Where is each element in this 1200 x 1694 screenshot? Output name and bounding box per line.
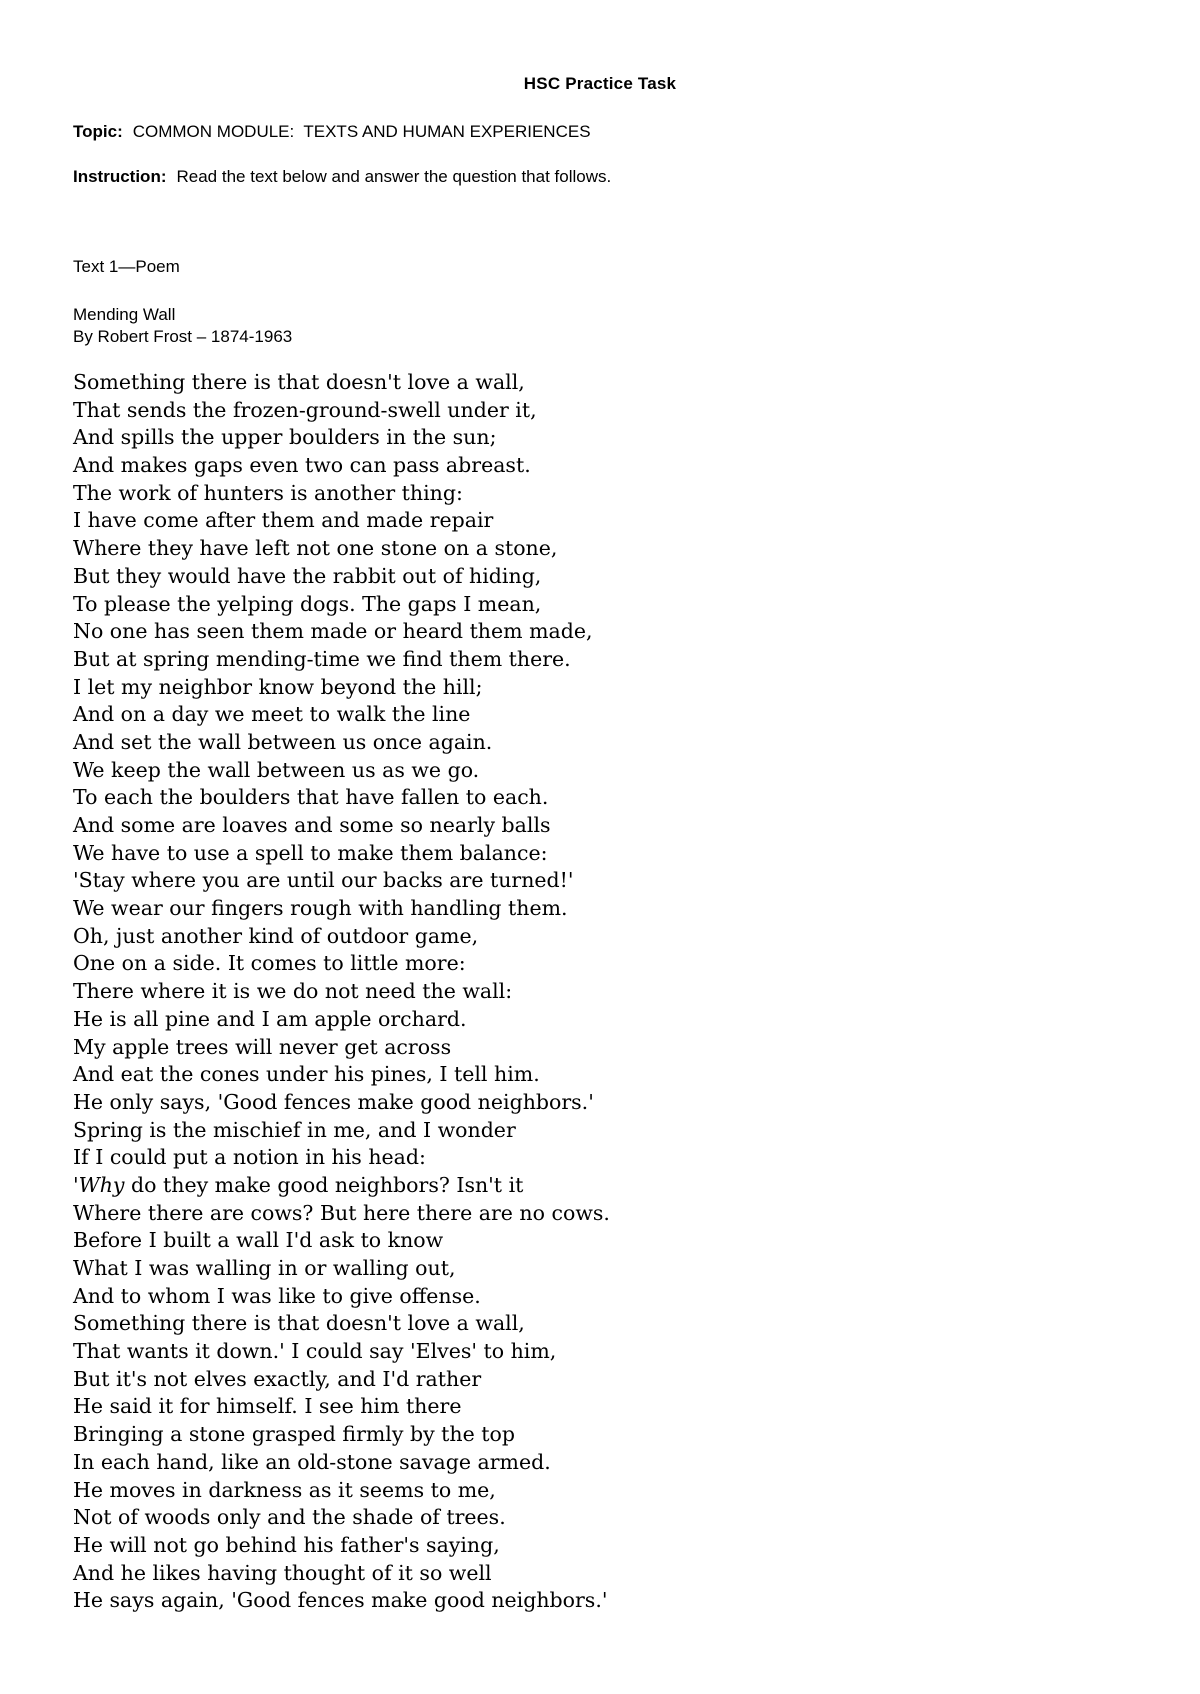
poem-line: What I was walling in or walling out, bbox=[73, 1256, 456, 1280]
poem-line: We keep the wall between us as we go. bbox=[73, 757, 480, 782]
poem-line: Where they have left not one stone on a stone, bbox=[73, 536, 558, 561]
poem-line: But it's not elves exactly, and I'd rather bbox=[73, 1366, 482, 1391]
text-label: Text 1—Poem bbox=[73, 257, 180, 276]
poem-line: And he likes having thought of it so well bbox=[73, 1560, 492, 1585]
poem-line: He said it for himself. I see him there bbox=[73, 1394, 462, 1419]
poem-line: Spring is the mischief in me, and I wonder bbox=[73, 1117, 516, 1142]
poem-line: 'Why do they make good neighbors? Isn't it bbox=[73, 1172, 524, 1197]
poem-line: Something there is that doesn't love a wall, bbox=[73, 370, 525, 394]
page-title: HSC Practice Task bbox=[523, 74, 677, 93]
poem-line: There where it is we do not need the wall: bbox=[73, 979, 513, 1004]
poem-line: I let my neighbor know beyond the hill; bbox=[73, 674, 483, 699]
poem-line: The work of hunters is another thing: bbox=[73, 480, 463, 505]
poem-line: He only says, 'Good fences make good neighbors.' bbox=[73, 1089, 594, 1114]
poem-line: We wear our fingers rough with handling them. bbox=[73, 896, 568, 921]
instruction-label: Instruction: bbox=[73, 167, 167, 186]
poem-title: Mending Wall bbox=[73, 305, 176, 324]
instruction-line bbox=[73, 167, 611, 187]
poem-line: To please the yelping dogs. The gaps I mean, bbox=[73, 591, 542, 616]
poem-body bbox=[73, 369, 610, 1615]
poem-line: That sends the frozen-ground-swell under it, bbox=[73, 397, 537, 422]
poem-line: I have come after them and made repair bbox=[73, 508, 494, 533]
poem-line: And makes gaps even two can pass abreast. bbox=[73, 453, 531, 478]
poem-line: Not of woods only and the shade of trees. bbox=[73, 1505, 506, 1530]
poem-line: To each the boulders that have fallen to each. bbox=[73, 785, 549, 810]
topic-label: Topic: bbox=[73, 122, 123, 141]
poem-line: And spills the upper boulders in the sun; bbox=[73, 425, 497, 450]
poem-line: Something there is that doesn't love a wall, bbox=[73, 1311, 525, 1336]
poem-line: We have to use a spell to make them balance: bbox=[73, 840, 548, 865]
topic-line bbox=[73, 122, 591, 142]
poem-line: 'Stay where you are until our backs are turned!' bbox=[73, 868, 574, 893]
poem-line: He moves in darkness as it seems to me, bbox=[73, 1477, 496, 1502]
poem-line: If I could put a notion in his head: bbox=[73, 1145, 426, 1170]
poem-line: One on a side. It comes to little more: bbox=[73, 951, 466, 976]
poem-line: No one has seen them made or heard them made, bbox=[73, 619, 593, 644]
instruction-value: Read the text below and answer the question that follows. bbox=[176, 167, 612, 186]
poem-line: But they would have the rabbit out of hiding, bbox=[73, 563, 542, 588]
poem-line: He is all pine and I am apple orchard. bbox=[73, 1006, 467, 1031]
poem-line: My apple trees will never get across bbox=[73, 1034, 452, 1059]
poem-line: And eat the cones under his pines, I tell him. bbox=[73, 1062, 540, 1087]
poem-author: By Robert Frost – 1874-1963 bbox=[73, 327, 293, 346]
poem-line: And some are loaves and some so nearly balls bbox=[73, 813, 551, 837]
poem-line: Oh, just another kind of outdoor game, bbox=[73, 923, 479, 948]
poem-line: Where there are cows? But here there are no cows. bbox=[73, 1200, 610, 1225]
poem-line: He says again, 'Good fences make good neighbors.' bbox=[73, 1588, 608, 1613]
poem-line: And on a day we meet to walk the line bbox=[73, 702, 471, 727]
poem-line: And set the wall between us once again. bbox=[73, 729, 493, 754]
poem-line: He will not go behind his father's saying, bbox=[73, 1532, 500, 1557]
poem-line: And to whom I was like to give offense. bbox=[73, 1283, 481, 1308]
poem-line: Bringing a stone grasped firmly by the top bbox=[73, 1422, 515, 1447]
poem-line: Before I built a wall I'd ask to know bbox=[73, 1228, 444, 1253]
poem-line: But at spring mending-time we find them there. bbox=[73, 646, 571, 671]
poem-line: That wants it down.' I could say 'Elves' to him, bbox=[73, 1339, 557, 1364]
poem-line: In each hand, like an old-stone savage armed. bbox=[73, 1449, 551, 1474]
topic-value: COMMON MODULE: TEXTS AND HUMAN EXPERIENCES bbox=[132, 122, 591, 141]
